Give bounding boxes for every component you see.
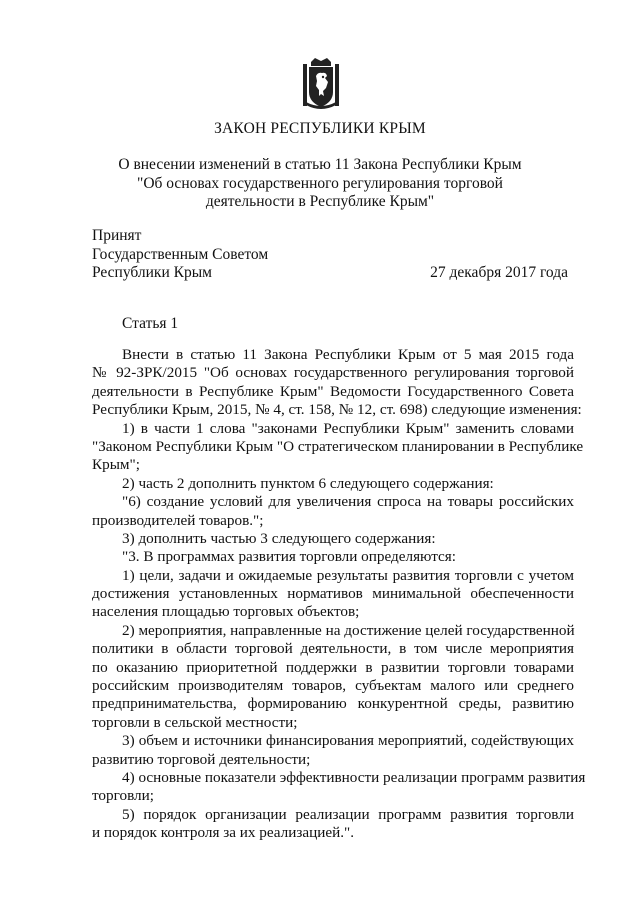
- adopted-line: Республики Крым: [92, 264, 212, 281]
- subtitle-line: деятельности в Республике Крым": [205, 193, 435, 210]
- body-line: 1) в части 1 слова "законами Республики Крым" заменить словами: [122, 419, 574, 437]
- body-line: 4) основные показатели эффективности реализации программ развития: [122, 768, 586, 786]
- subtitle-line: "Об основах государственного регулирования торговой: [137, 174, 503, 192]
- body-line: "Законом Республики Крым "О стратегическом планировании в Республике: [92, 437, 584, 455]
- body-line: торговли в сельской местности;: [92, 713, 298, 731]
- body-line: развитию торговой деятельности;: [92, 750, 311, 768]
- body-line: политики в области торговой деятельности, в том числе мероприятия: [92, 640, 574, 658]
- body-line: 3) дополнить частью 3 следующего содержания:: [122, 529, 436, 547]
- adopted-line: Государственным Советом: [92, 245, 269, 263]
- body-line: предпринимательства, формированию конкурентной среды, развитию: [92, 695, 574, 713]
- body-line: достижения установленных нормативов минимальной обеспеченности: [92, 585, 574, 603]
- law-subtitle: [0, 156, 640, 212]
- law-title: ЗАКОН РЕСПУБЛИКИ КРЫМ: [214, 120, 426, 137]
- body-line: российским производителям товаров, субъектам малого или среднего: [92, 677, 574, 695]
- article-body: [92, 346, 586, 843]
- subtitle-line: О внесении изменений в статью 11 Закона Республики Крым: [118, 156, 522, 173]
- body-line: населения площадью торговых объектов;: [92, 603, 360, 621]
- body-line: "6) создание условий для увеличения спроса на товары российских: [122, 493, 574, 511]
- body-line: Республики Крым, 2015, № 4, ст. 158, № 12, ст. 698) следующие изменения:: [92, 401, 582, 419]
- adopted-date: 27 декабря 2017 года: [430, 264, 568, 281]
- body-line: "3. В программах развития торговли определяются:: [122, 548, 456, 566]
- body-line: 3) объем и источники финансирования мероприятий, содействующих: [122, 732, 574, 750]
- body-line: деятельности в Республике Крым" Ведомости Государственного Совета: [92, 382, 574, 400]
- body-line: Крым";: [92, 456, 140, 474]
- article-heading: Статья 1: [122, 315, 179, 332]
- body-line: торговли;: [92, 787, 154, 805]
- body-line: 1) цели, задачи и ожидаемые результаты развития торговли с учетом: [122, 566, 574, 584]
- crimea-coat-of-arms-icon: [302, 58, 340, 110]
- body-line: № 92-ЗРК/2015 "Об основах государственного регулирования торговой: [92, 364, 574, 382]
- body-line: Внести в статью 11 Закона Республики Крым от 5 мая 2015 года: [122, 346, 574, 363]
- body-line: 5) порядок организации реализации программ развития торговли: [122, 805, 574, 823]
- body-line: по оказанию приоритетной поддержки в развитии торговли товарами: [92, 658, 574, 676]
- adopted-line: Принят: [92, 227, 142, 244]
- body-line: 2) часть 2 дополнить пунктом 6 следующего содержания:: [122, 474, 494, 492]
- adopted-block: [92, 227, 268, 283]
- body-line: и порядок контроля за их реализацией.".: [92, 824, 355, 842]
- body-line: производителей товаров.";: [92, 511, 264, 529]
- body-line: 2) мероприятия, направленные на достижение целей государственной: [122, 621, 575, 639]
